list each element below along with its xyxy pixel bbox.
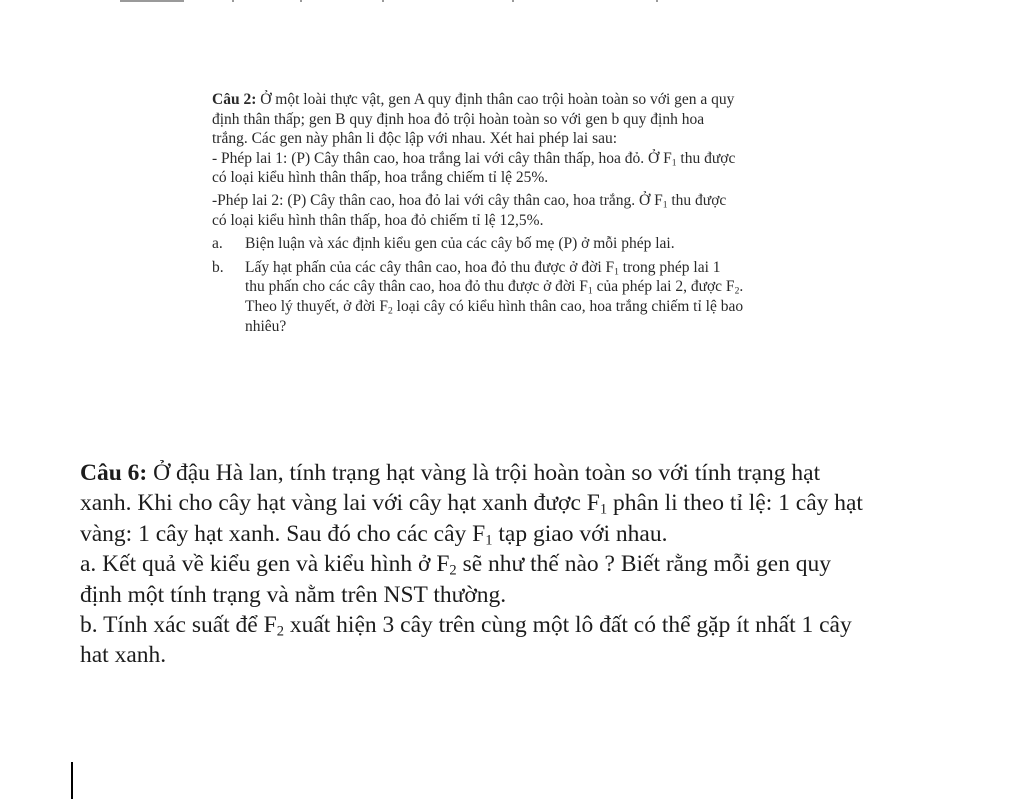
q2-cross-2: -Phép lai 2: (P) Cây thân cao, hoa đỏ lai với cây thân cao, hoa trắng. Ở $F_1$ thu được — [212, 191, 727, 211]
q2-cross-1: - Phép lai 1: (P) Cây thân cao, hoa trắng lai với cây thân thấp, hoa đỏ. Ở $F_1$ thu được — [212, 149, 736, 169]
question-6 — [80, 458, 1015, 671]
q2-item-b-marker: b. — [212, 258, 224, 276]
q2-item-a-marker: a. — [212, 235, 223, 253]
q2-stem-line-2: định thân thấp; gen B quy định hoa đỏ trội hoàn toàn so với gen b quy định hoa — [212, 110, 705, 128]
text-cursor — [71, 762, 73, 799]
q2-item-b — [212, 258, 872, 278]
q6-line-3: vàng: 1 cây hạt xanh. Sau đó cho các cây $F_1$ tạp giao với nhau. — [80, 520, 668, 549]
q2-label: Câu 2: — [212, 91, 257, 108]
q6-line-1: Câu 6: Ở đậu Hà lan, tính trạng hạt vàng là trội hoàn toàn so với tính trạng hạt — [80, 460, 821, 486]
q2-item-b-line-3: Theo lý thuyết, ở đời $F_2$ loại cây có kiểu hình thân cao, hoa trắng chiếm tỉ lệ bao — [245, 297, 744, 317]
q2-item-b-line-2: thu phấn cho các cây thân cao, hoa đỏ thu được ở đời $F_1$ của phép lai 2, được $F_2$. — [245, 278, 744, 297]
q6-line-2: xanh. Khi cho cây hạt vàng lai với cây hạt xanh được $F_1$ phân li theo tỉ lệ: 1 cây hạt — [80, 490, 863, 519]
q2-cross-2-result: có loại kiểu hình thân thấp, hoa đỏ chiếm tỉ lệ 12,5%. — [212, 211, 544, 229]
q6-label: Câu 6: — [80, 460, 148, 486]
q6-line-6: b. Tính xác suất để $F_2$ xuất hiện 3 cây trên cùng một lô đất có thể gặp ít nhất 1 cây — [80, 612, 852, 640]
q2-item-a-text: Biện luận và xác định kiểu gen của các cây bố mẹ (P) ở mỗi phép lai. — [245, 235, 675, 253]
q2-cross-1-result: có loại kiểu hình thân thấp, hoa trắng chiếm tỉ lệ 25%. — [212, 169, 549, 187]
q6-line-7: hat xanh. — [80, 642, 167, 669]
q2-stem-line-1: Câu 2: Ở một loài thực vật, gen A quy định thân cao trội hoàn toàn so với gen a quy — [212, 91, 735, 108]
q2-item-a — [212, 234, 872, 254]
cropped-previous-text — [120, 0, 660, 2]
q2-item-b-line-1: Lấy hạt phấn của các cây thân cao, hoa đỏ thu được ở đời $F_1$ trong phép lai 1 — [245, 258, 721, 278]
question-2 — [212, 90, 872, 336]
q2-item-b-line-4: nhiêu? — [245, 317, 287, 335]
q2-stem-line-3: trắng. Các gen này phân li độc lập với nhau. Xét hai phép lai sau: — [212, 130, 618, 148]
q6-line-5: định một tính trạng và nằm trên NST thường. — [80, 581, 507, 608]
q6-line-4: a. Kết quả về kiểu gen và kiểu hình ở $F_2$ sẽ như thế nào ? Biết rằng mỗi gen quy — [80, 551, 831, 579]
